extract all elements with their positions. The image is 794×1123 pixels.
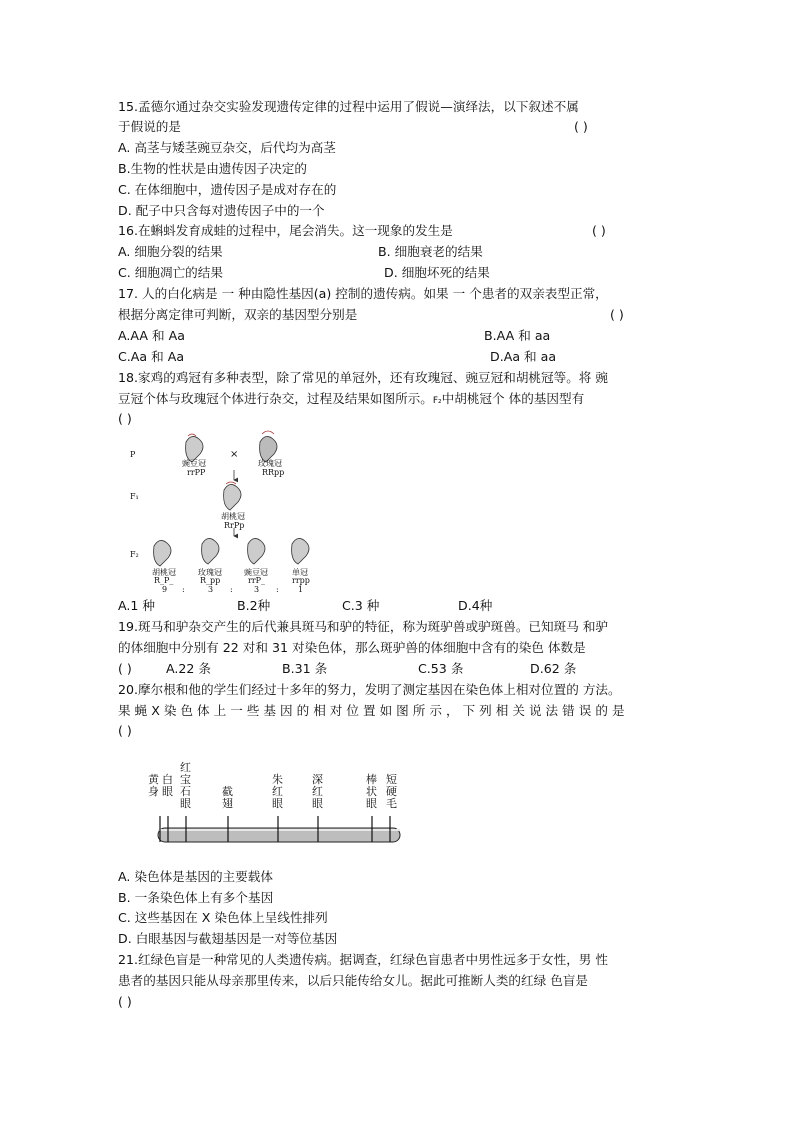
q18-stem-line2: 豆冠个体与玫瑰冠个体进行杂交，过程及结果如图所示。F₂中胡桃冠个 体的基因型有	[118, 391, 585, 406]
q21-answer-paren: ( )	[118, 994, 132, 1009]
q18-stem-line1: 18.家鸡的鸡冠有多种表型，除了常见的单冠外，还有玫瑰冠、豌豆冠和胡桃冠等。将 豌	[118, 370, 609, 385]
q18-cross-diagram	[124, 428, 374, 596]
f2-walnut-phenotype: 胡桃冠	[152, 568, 176, 577]
generation-p-label: P	[130, 450, 136, 459]
f2-pea-genotype: rrP_	[248, 576, 266, 585]
f2-walnut-ratio: 9	[162, 585, 168, 594]
f2-rose-phenotype: 玫瑰冠	[198, 568, 222, 577]
generation-f2-label: F₂	[130, 550, 139, 559]
chicken-f2-walnut-icon	[154, 540, 171, 566]
gene-label-yellow-body: 黄身	[148, 773, 159, 798]
q20-chromosome-diagram	[140, 758, 410, 854]
q17-option-a: A.AA 和 Aa	[118, 328, 185, 343]
q19-answer-paren: ( )	[118, 661, 132, 676]
f2-walnut-genotype: R_P_	[154, 576, 174, 585]
f2-pea-ratio: 3	[254, 585, 260, 594]
q16-option-a: A. 细胞分裂的结果	[118, 244, 223, 259]
f2-pea-phenotype: 豌豆冠	[244, 568, 268, 577]
chicken-f2-rose-icon	[202, 538, 219, 564]
chicken-f2-single-icon	[292, 538, 309, 564]
chromosome-bar	[140, 758, 410, 854]
q20-stem-line2: 果 蝇 X 染 色 体 上 一 些 基 因 的 相 对 位 置 如 图 所 示 ， 下 列 相 关 说 法 错 误 的 是	[118, 703, 625, 718]
q21-stem-line2: 患者的基因只能从母亲那里传来，以后只能传给女儿。据此可推断人类的红绿 色盲是	[118, 973, 588, 988]
p1-phenotype: 豌豆冠	[182, 459, 206, 468]
q17-stem-line1: 17. 人的白化病是 一 种由隐性基因(a) 控制的遗传病。如果 一 个患者的双亲表型正常，	[118, 286, 608, 301]
q16-answer-paren: ( )	[592, 223, 606, 238]
gene-label-bristle: 短硬毛	[386, 773, 397, 810]
gene-label-cut-wing: 截翅	[222, 785, 233, 810]
q19-stem-line1: 19.斑马和驴杂交产生的后代兼具斑马和驴的特征，称为斑驴兽或驴斑兽。已知斑马 和驴	[118, 619, 609, 634]
q18-option-d: D.4种	[458, 598, 493, 613]
q15-stem-line2: 于假说的是	[118, 119, 181, 134]
f1-genotype: RrPp	[224, 521, 245, 530]
p1-genotype: rrPP	[187, 468, 206, 477]
p2-phenotype: 玫瑰冠	[258, 459, 282, 468]
q16-stem-line1: 16.在蝌蚪发育成蛙的过程中，尾会消失。这一现象的发生是	[118, 223, 453, 238]
q21-stem-line1: 21.红绿色盲是一种常见的人类遗传病。据调查，红绿色盲患者中男性远多于女性，男 性	[118, 952, 609, 967]
generation-f1-label: F₁	[130, 492, 139, 501]
q20-option-b: B. 一条染色体上有多个基因	[118, 890, 274, 905]
q15-option-a: A. 高茎与矮茎豌豆杂交，后代均为高茎	[118, 140, 336, 155]
gene-label-ruby-eye: 红宝石眼	[180, 761, 191, 810]
gene-label-bar-eye: 棒状眼	[366, 773, 377, 810]
f2-single-genotype: rrpp	[292, 576, 310, 585]
gene-label-vermilion-eye: 朱红眼	[272, 773, 283, 810]
q16-option-d: D. 细胞坏死的结果	[384, 265, 490, 280]
chicken-f2-pea-icon	[248, 538, 265, 564]
cross-symbol: ×	[230, 449, 239, 460]
gene-label-white-eye: 白眼	[162, 773, 173, 798]
q18-option-b: B.2种	[237, 598, 271, 613]
ratio-colon-1: :	[182, 585, 185, 594]
q16-option-c: C. 细胞凋亡的结果	[118, 265, 223, 280]
q15-option-b: B.生物的性状是由遗传因子决定的	[118, 161, 307, 176]
q18-answer-paren: ( )	[118, 411, 132, 426]
q17-option-b: B.AA 和 aa	[484, 328, 551, 343]
p2-genotype: RRpp	[262, 468, 285, 477]
q18-option-a: A.1 种	[118, 598, 156, 613]
q19-option-a: A.22 条	[166, 661, 212, 676]
q15-answer-paren: ( )	[574, 119, 588, 134]
q15-option-c: C. 在体细胞中，遗传因子是成对存在的	[118, 182, 337, 197]
chicken-pea-comb-icon	[186, 434, 203, 462]
q19-option-d: D.62 条	[530, 661, 577, 676]
chicken-rose-comb-icon	[260, 431, 277, 462]
q20-answer-paren: ( )	[118, 723, 132, 738]
ratio-colon-2: :	[230, 585, 233, 594]
q20-option-c: C. 这些基因在 X 染色体上呈线性排列	[118, 910, 328, 925]
f2-rose-ratio: 3	[208, 585, 214, 594]
q19-option-b: B.31 条	[282, 661, 328, 676]
f1-phenotype: 胡桃冠	[221, 512, 245, 521]
ratio-colon-3: :	[276, 585, 279, 594]
q16-option-b: B. 细胞衰老的结果	[378, 244, 483, 259]
q15-stem-line1: 15.孟德尔通过杂交实验发现遗传定律的过程中运用了假说—演绎法，以下叙述不属	[118, 99, 579, 114]
q20-option-a: A. 染色体是基因的主要载体	[118, 869, 273, 884]
f2-rose-genotype: R_pp	[200, 576, 221, 585]
q20-stem-line1: 20.摩尔根和他的学生们经过十多年的努力，发明了测定基因在染色体上相对位置的 方法。	[118, 682, 621, 697]
gene-label-garnet-eye: 深红眼	[312, 773, 323, 810]
chicken-walnut-comb-icon	[224, 482, 241, 510]
q17-answer-paren: ( )	[610, 307, 624, 322]
q17-option-d: D.Aa 和 aa	[490, 349, 557, 364]
q19-stem-line2: 的体细胞中分别有 22 对和 31 对染色体，那么斑驴兽的体细胞中含有的染色 体数是	[118, 640, 586, 655]
f2-single-phenotype: 单冠	[292, 568, 308, 577]
f2-single-ratio: 1	[298, 585, 304, 594]
q17-option-c: C.Aa 和 Aa	[118, 349, 185, 364]
q18-option-c: C.3 种	[342, 598, 380, 613]
q15-option-d: D. 配子中只含每对遗传因子中的一个	[118, 203, 325, 218]
q20-option-d: D. 白眼基因与截翅基因是一对等位基因	[118, 931, 338, 946]
q17-stem-line2: 根据分离定律可判断，双亲的基因型分别是	[118, 307, 358, 322]
q19-option-c: C.53 条	[418, 661, 464, 676]
